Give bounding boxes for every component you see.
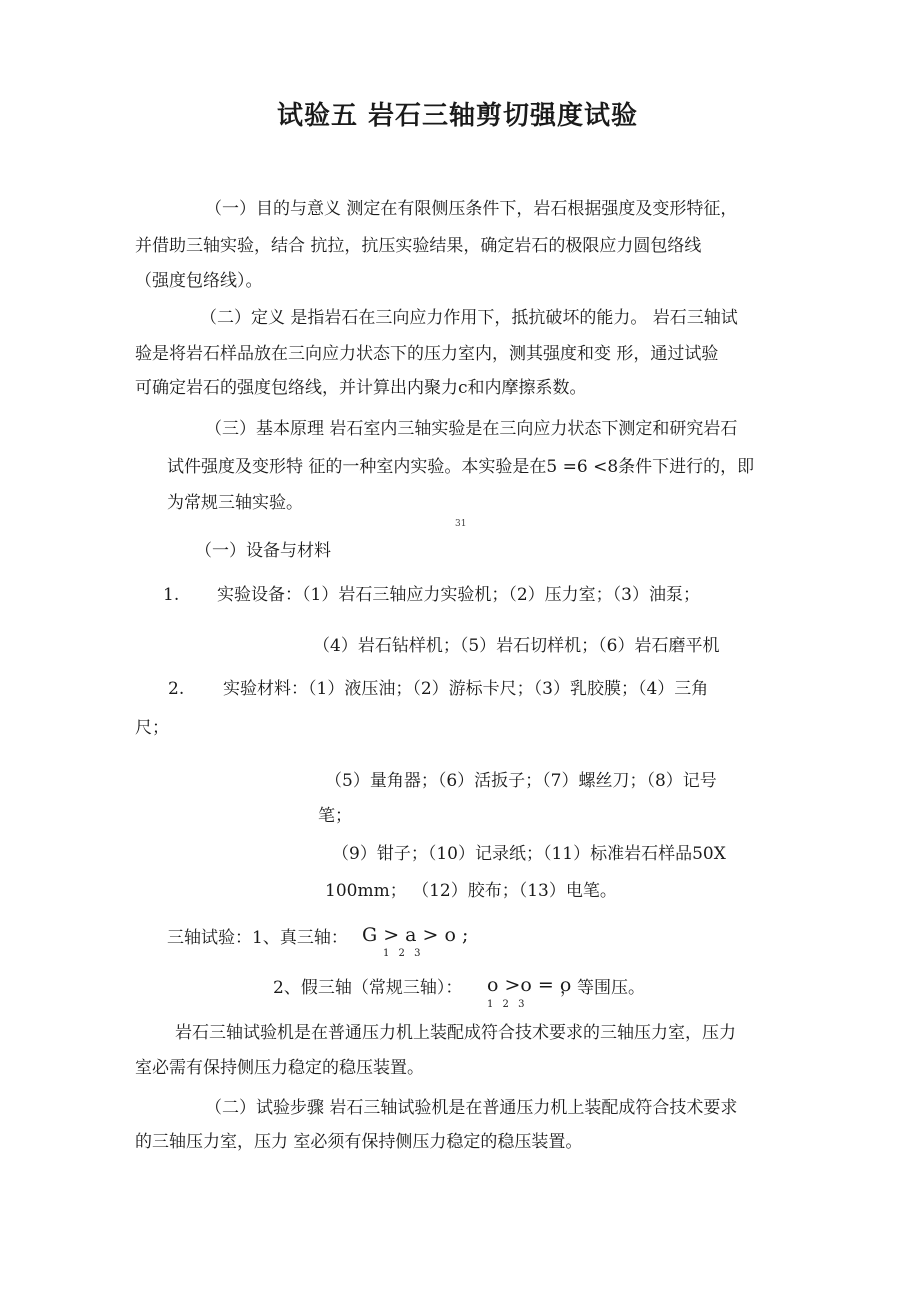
- section2-line1: （二）定义 是指岩石在三向应力作用下，抵抗破坏的能力。 岩石三轴试: [200, 308, 738, 328]
- section1-line2: 并借助三轴实验，结合 抗拉，抗压实验结果，确定岩石的极限应力圆包络线: [135, 236, 702, 256]
- item2-line5: （9）钳子；（10）记录纸；（11）标准岩石样品50X: [332, 844, 726, 864]
- item1-line2: （4）岩石钻样机；（5）岩石切样机；（6）岩石磨平机: [313, 636, 720, 656]
- item2-line2: 尺；: [135, 718, 169, 738]
- machine-line2: 室必需有保持侧压力稳定的稳压装置。: [135, 1058, 424, 1078]
- steps-line2: 的三轴压力室，压力 室必须有保持侧压力稳定的稳压装置。: [135, 1132, 583, 1152]
- item2-line4: 笔；: [318, 806, 352, 826]
- false-triaxial-label: 2、假三轴（常规三轴）：: [273, 978, 463, 998]
- section3-line2: 试件强度及变形特 征的一种室内实验。本实验是在5 =6 <8条件下进行的，即: [167, 457, 755, 477]
- item2-line1: 实验材料：（1）液压油；（2）游标卡尺；（3）乳胶膜；（4）三角: [223, 679, 709, 699]
- steps-line1: （二）试验步骤 岩石三轴试验机是在普通压力机上装配成符合技术要求: [205, 1098, 738, 1118]
- section1-line1: （一）目的与意义 测定在有限侧压条件下，岩石根据强度及变形特征，: [205, 199, 738, 219]
- true-triaxial-formula: G > a > o ;: [362, 924, 469, 946]
- section3-line3: 为常规三轴实验。: [167, 493, 303, 513]
- section2-line2: 验是将岩石样品放在三向应力状态下的压力室内，测其强度和变 形，通过试验: [135, 344, 719, 364]
- item2-line6: 100mm； （12）胶布；（13）电笔。: [325, 881, 617, 901]
- section2-line3: 可确定岩石的强度包络线，并计算出内聚力c和内摩擦系数。: [135, 378, 587, 398]
- page-number: 31: [455, 519, 467, 529]
- false-triaxial-subscripts: 1 2 3: [487, 999, 528, 1010]
- page-title: 试验五 岩石三轴剪切强度试验: [277, 101, 639, 131]
- item2-line3: （5）量角器；（6）活扳子；（7）螺丝刀；（8）记号: [325, 771, 717, 791]
- true-triaxial-subscripts: 1 2 3: [383, 948, 424, 959]
- false-triaxial-tail: ，等围压。: [560, 978, 645, 998]
- equipment-heading: （一）设备与材料: [195, 541, 331, 561]
- item1-line1: 实验设备：（1）岩石三轴应力实验机；（2）压力室；（3）油泵；: [217, 585, 700, 605]
- machine-line1: 岩石三轴试验机是在普通压力机上装配成符合技术要求的三轴压力室，压力: [175, 1023, 736, 1043]
- section1-line3: （强度包络线）。: [135, 271, 263, 291]
- true-triaxial-label: 三轴试验：1、真三轴：: [167, 928, 348, 948]
- item1-number: 1.: [163, 585, 180, 605]
- section3-line1: （三）基本原理 岩石室内三轴实验是在三向应力状态下测定和研究岩石: [205, 419, 738, 439]
- false-triaxial-formula: o >o = o: [487, 974, 572, 996]
- item2-number: 2.: [168, 679, 185, 699]
